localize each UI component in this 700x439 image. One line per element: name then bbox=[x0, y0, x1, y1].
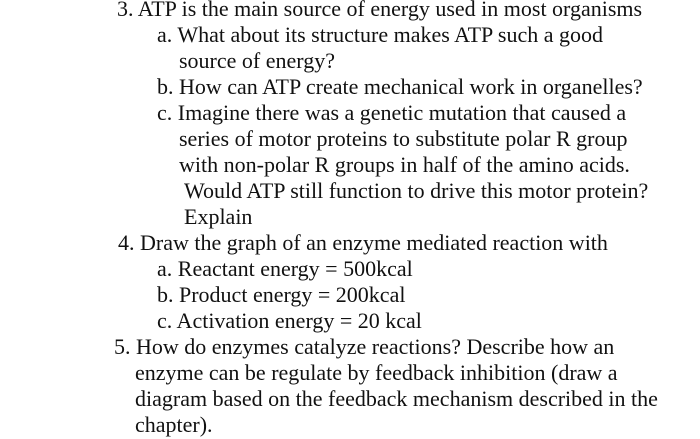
question-3c-text: Would ATP still function to drive this motor protein? bbox=[184, 178, 649, 203]
question-3c-text: Explain bbox=[184, 204, 253, 229]
question-4b-text: b. Product energy = 200kcal bbox=[157, 282, 406, 307]
question-4-text: 4. Draw the graph of an enzyme mediated reaction with bbox=[118, 230, 608, 255]
question-3a-text: a. What about its structure makes ATP such a good bbox=[157, 22, 604, 47]
question-4c-text: c. Activation energy = 20 kcal bbox=[157, 308, 422, 333]
question-5-text: enzyme can be regulate by feedback inhibition (draw a bbox=[135, 360, 618, 385]
question-4a-text: a. Reactant energy = 500kcal bbox=[157, 256, 413, 281]
question-3c-text: with non-polar R groups in half of the amino acids. bbox=[179, 152, 630, 177]
question-3a-text: source of energy? bbox=[179, 48, 335, 73]
question-3c-text: series of motor proteins to substitute polar R group bbox=[179, 126, 628, 151]
question-5-text: 5. How do enzymes catalyze reactions? Describe how an bbox=[114, 334, 615, 359]
question-3b-text: b. How can ATP create mechanical work in organelles? bbox=[157, 74, 643, 99]
question-3c-text: c. Imagine there was a genetic mutation that caused a bbox=[157, 100, 627, 125]
question-3-text: 3. ATP is the main source of energy used in most organisms bbox=[117, 0, 643, 21]
question-5-text: chapter). bbox=[135, 412, 213, 437]
question-5-text: diagram based on the feedback mechanism described in the bbox=[135, 386, 658, 411]
